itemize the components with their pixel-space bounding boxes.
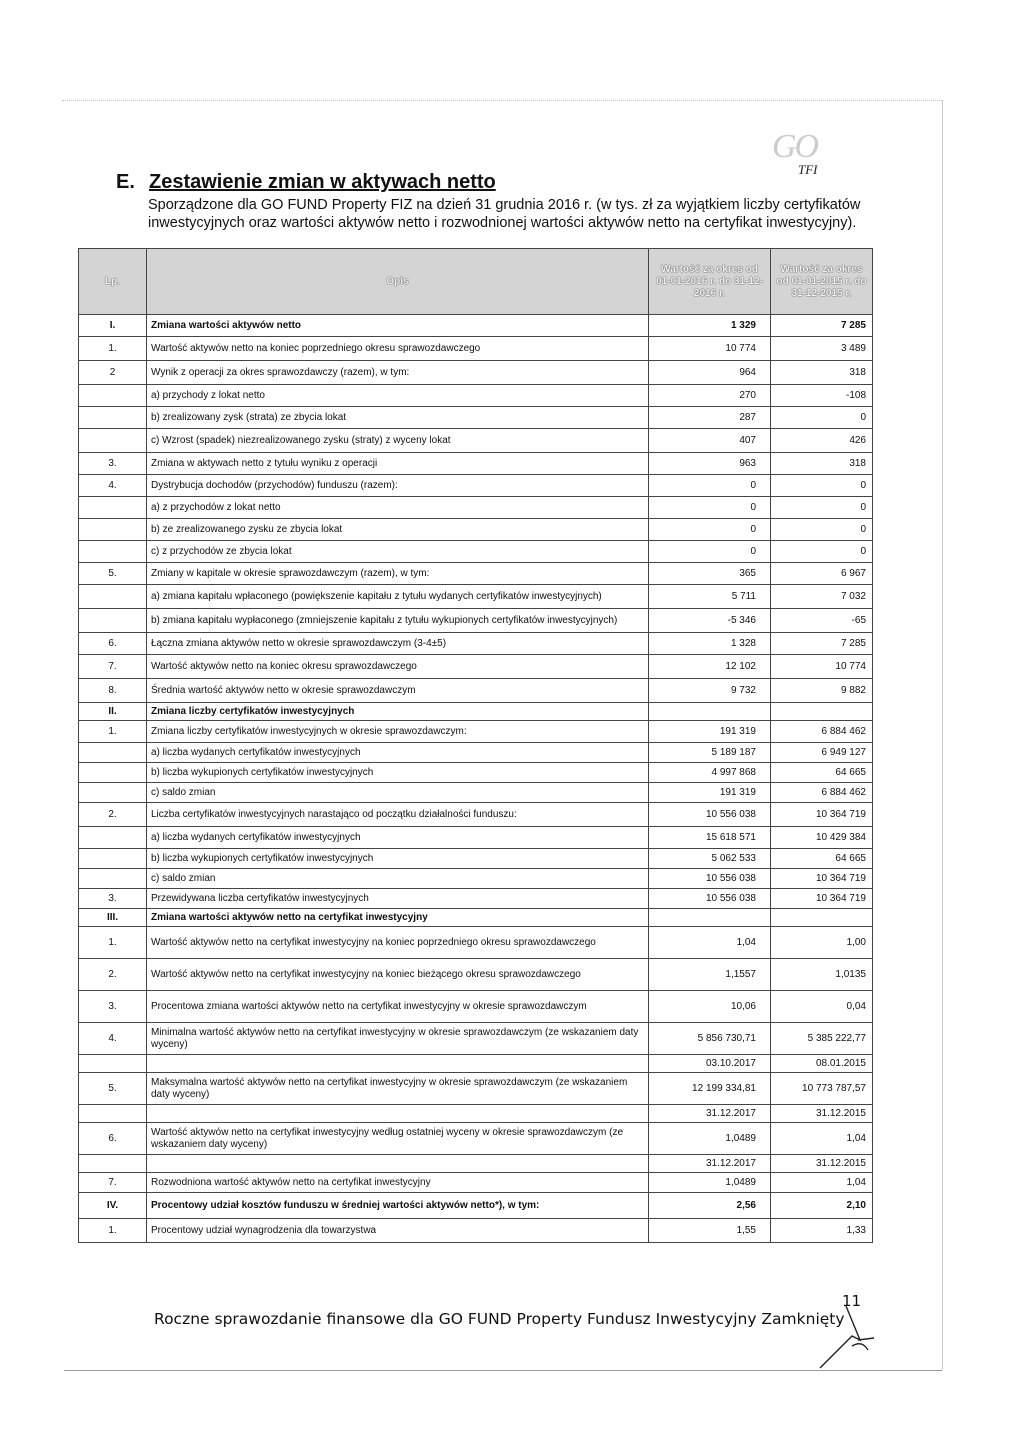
row-lp <box>79 497 147 519</box>
row-value-2015: 0 <box>771 519 873 541</box>
row-value-2015: 08.01.2015 <box>771 1055 873 1073</box>
row-value-2016: 4 997 868 <box>649 763 771 783</box>
row-description: c) saldo zmian <box>147 783 649 803</box>
row-value-2015: 7 285 <box>771 633 873 655</box>
header-period-2016: Wartość za okres od 01-01-2016 r. do 31-12-2016 r. <box>649 249 771 315</box>
row-value-2016: 1,55 <box>649 1219 771 1243</box>
table-row <box>79 1219 873 1243</box>
table-row <box>79 803 873 827</box>
footer-text: Roczne sprawozdanie finansowe dla GO FUND Property Fundusz Inwestycyjny Zamknięty <box>154 1310 845 1328</box>
table-row <box>79 1193 873 1219</box>
row-lp: 7. <box>79 1173 147 1193</box>
table-row <box>79 385 873 407</box>
row-lp <box>79 385 147 407</box>
row-value-2015: 0,04 <box>771 991 873 1023</box>
row-lp: 1. <box>79 337 147 361</box>
row-lp: 1. <box>79 721 147 743</box>
row-lp <box>79 763 147 783</box>
row-value-2016: 1,0489 <box>649 1173 771 1193</box>
row-lp: 8. <box>79 679 147 703</box>
table-row <box>79 519 873 541</box>
row-value-2015: 1,00 <box>771 927 873 959</box>
table-row <box>79 1023 873 1055</box>
row-lp <box>79 407 147 429</box>
row-value-2015: -65 <box>771 609 873 633</box>
row-value-2016: 10 556 038 <box>649 869 771 889</box>
row-description: Średnia wartość aktywów netto w okresie sprawozdawczym <box>147 679 649 703</box>
row-lp: 7. <box>79 655 147 679</box>
row-value-2016: 10 556 038 <box>649 803 771 827</box>
row-value-2016: 5 856 730,71 <box>649 1023 771 1055</box>
row-description: a) liczba wydanych certyfikatów inwestycyjnych <box>147 743 649 763</box>
table-row <box>79 1055 873 1073</box>
row-value-2016: 10,06 <box>649 991 771 1023</box>
row-value-2016: 0 <box>649 475 771 497</box>
row-value-2015: 10 773 787,57 <box>771 1073 873 1105</box>
row-description: Wartość aktywów netto na certyfikat inwestycyjny na koniec bieżącego okresu sprawozdawczego <box>147 959 649 991</box>
row-lp <box>79 827 147 849</box>
table-row <box>79 1123 873 1155</box>
row-description: Procentowy udział kosztów funduszu w średniej wartości aktywów netto*), w tym: <box>147 1193 649 1219</box>
row-value-2016: 10 556 038 <box>649 889 771 909</box>
row-description: Wynik z operacji za okres sprawozdawczy (razem), w tym: <box>147 361 649 385</box>
table-row <box>79 633 873 655</box>
row-value-2016: 0 <box>649 519 771 541</box>
row-value-2015: 0 <box>771 541 873 563</box>
table-row <box>79 315 873 337</box>
table-row <box>79 609 873 633</box>
logo-mark: GO <box>772 128 818 165</box>
table-row <box>79 927 873 959</box>
row-lp: 3. <box>79 991 147 1023</box>
row-lp: 1. <box>79 1219 147 1243</box>
row-value-2016: 1 329 <box>649 315 771 337</box>
row-value-2016: 963 <box>649 453 771 475</box>
row-value-2015: 0 <box>771 497 873 519</box>
table-row <box>79 337 873 361</box>
row-description: Liczba certyfikatów inwestycyjnych narastająco od początku działalności funduszu: <box>147 803 649 827</box>
row-value-2015: 7 285 <box>771 315 873 337</box>
row-lp: 1. <box>79 927 147 959</box>
row-value-2016: 10 774 <box>649 337 771 361</box>
table-row <box>79 869 873 889</box>
row-value-2015: 1,04 <box>771 1173 873 1193</box>
table-row <box>79 763 873 783</box>
row-value-2016 <box>649 909 771 927</box>
table-row <box>79 991 873 1023</box>
row-value-2015: -108 <box>771 385 873 407</box>
header-period-2015: Wartość za okres od 01-01-2015 r. do 31-12-2015 r. <box>771 249 873 315</box>
row-description: a) z przychodów z lokat netto <box>147 497 649 519</box>
row-value-2016: 0 <box>649 497 771 519</box>
row-description: b) zmiana kapitału wypłaconego (zmniejszenie kapitału z tytułu wykupionych certyfikatów inwestycyjnych) <box>147 609 649 633</box>
row-value-2015: 10 364 719 <box>771 889 873 909</box>
row-description: b) zrealizowany zysk (strata) ze zbycia lokat <box>147 407 649 429</box>
net-assets-changes-table <box>78 248 873 1243</box>
header-description: Opis <box>147 249 649 315</box>
row-description: Zmiana wartości aktywów netto na certyfikat inwestycyjny <box>147 909 649 927</box>
row-lp: 4. <box>79 475 147 497</box>
table-row <box>79 909 873 927</box>
row-lp: 2. <box>79 803 147 827</box>
row-value-2015: 10 364 719 <box>771 869 873 889</box>
row-value-2016: 2,56 <box>649 1193 771 1219</box>
row-value-2016: 5 189 187 <box>649 743 771 763</box>
row-description: Przewidywana liczba certyfikatów inwestycyjnych <box>147 889 649 909</box>
table-row <box>79 889 873 909</box>
footer-rule <box>64 1370 942 1371</box>
row-value-2015: 6 949 127 <box>771 743 873 763</box>
row-description <box>147 1155 649 1173</box>
row-lp <box>79 519 147 541</box>
section-subtitle: Sporządzone dla GO FUND Property FIZ na dzień 31 grudnia 2016 r. (w tys. zł za wyjątkiem liczby certyfikatów inwestycyjnych oraz wartości aktywów netto i rozwodnionej wartości aktywów netto na certyfikat inwestycyjny). <box>148 197 861 231</box>
table-row <box>79 827 873 849</box>
row-description: Zmiana liczby certyfikatów inwestycyjnych w okresie sprawozdawczym: <box>147 721 649 743</box>
row-value-2016: 407 <box>649 429 771 453</box>
row-value-2015: 7 032 <box>771 585 873 609</box>
row-value-2016: 365 <box>649 563 771 585</box>
row-description: Procentowa zmiana wartości aktywów netto na certyfikat inwestycyjny w okresie sprawozdawczym <box>147 991 649 1023</box>
table-header-row <box>79 249 873 315</box>
row-value-2016: 31.12.2017 <box>649 1105 771 1123</box>
row-value-2015: 1,33 <box>771 1219 873 1243</box>
logo-subtext: TFI <box>798 162 818 177</box>
row-value-2016: 03.10.2017 <box>649 1055 771 1073</box>
row-value-2015: 5 385 222,77 <box>771 1023 873 1055</box>
section-title: Zestawienie zmian w aktywach netto <box>149 171 496 193</box>
row-value-2016: 1 328 <box>649 633 771 655</box>
row-description: Minimalna wartość aktywów netto na certyfikat inwestycyjny w okresie sprawozdawczym (ze wskazaniem daty wyceny) <box>147 1023 649 1055</box>
row-value-2016: 31.12.2017 <box>649 1155 771 1173</box>
row-description <box>147 1055 649 1073</box>
row-lp: IV. <box>79 1193 147 1219</box>
row-description: b) liczba wykupionych certyfikatów inwestycyjnych <box>147 763 649 783</box>
row-value-2016: 12 199 334,81 <box>649 1073 771 1105</box>
row-lp: 3. <box>79 889 147 909</box>
row-value-2016: 15 618 571 <box>649 827 771 849</box>
row-lp <box>79 429 147 453</box>
row-value-2015: 1,0135 <box>771 959 873 991</box>
row-description: a) przychody z lokat netto <box>147 385 649 407</box>
row-lp: 2 <box>79 361 147 385</box>
row-value-2015: 31.12.2015 <box>771 1155 873 1173</box>
row-value-2015: 64 665 <box>771 763 873 783</box>
row-value-2016: 5 062 533 <box>649 849 771 869</box>
row-lp <box>79 585 147 609</box>
scan-top-border <box>62 100 942 101</box>
row-value-2015: 0 <box>771 475 873 497</box>
row-value-2015: 6 884 462 <box>771 721 873 743</box>
row-value-2016: 287 <box>649 407 771 429</box>
row-description: a) zmiana kapitału wpłaconego (powiększenie kapitału z tytułu wydanych certyfikatów inwestycyjnych) <box>147 585 649 609</box>
row-description: Maksymalna wartość aktywów netto na certyfikat inwestycyjny w okresie sprawozdawczym (ze wskazaniem daty wyceny) <box>147 1073 649 1105</box>
row-description: Zmiana liczby certyfikatów inwestycyjnych <box>147 703 649 721</box>
row-description: Wartość aktywów netto na koniec poprzedniego okresu sprawozdawczego <box>147 337 649 361</box>
row-value-2016: 270 <box>649 385 771 407</box>
row-value-2015: 6 967 <box>771 563 873 585</box>
row-lp: III. <box>79 909 147 927</box>
row-description: c) Wzrost (spadek) niezrealizowanego zysku (straty) z wyceny lokat <box>147 429 649 453</box>
row-value-2015: 426 <box>771 429 873 453</box>
row-value-2015 <box>771 909 873 927</box>
table-row <box>79 743 873 763</box>
row-value-2015: 3 489 <box>771 337 873 361</box>
row-description: a) liczba wydanych certyfikatów inwestycyjnych <box>147 827 649 849</box>
row-value-2016: -5 346 <box>649 609 771 633</box>
row-lp: 6. <box>79 633 147 655</box>
row-value-2015: 10 364 719 <box>771 803 873 827</box>
row-description: b) liczba wykupionych certyfikatów inwestycyjnych <box>147 849 649 869</box>
row-lp: 6. <box>79 1123 147 1155</box>
row-description: b) ze zrealizowanego zysku ze zbycia lokat <box>147 519 649 541</box>
row-value-2016: 191 319 <box>649 783 771 803</box>
table-row <box>79 721 873 743</box>
go-tfi-logo <box>772 128 882 177</box>
table-row <box>79 429 873 453</box>
row-value-2015: 10 774 <box>771 655 873 679</box>
row-lp <box>79 541 147 563</box>
row-lp: I. <box>79 315 147 337</box>
row-value-2016: 964 <box>649 361 771 385</box>
row-value-2015: 2,10 <box>771 1193 873 1219</box>
table-row <box>79 407 873 429</box>
table-row <box>79 361 873 385</box>
row-description: c) saldo zmian <box>147 869 649 889</box>
row-value-2016: 191 319 <box>649 721 771 743</box>
row-description <box>147 1105 649 1123</box>
table-row <box>79 1173 873 1193</box>
row-lp <box>79 783 147 803</box>
row-value-2016: 1,1557 <box>649 959 771 991</box>
table-row <box>79 453 873 475</box>
row-value-2016 <box>649 703 771 721</box>
row-lp: 5. <box>79 563 147 585</box>
table-row <box>79 541 873 563</box>
scan-right-border <box>942 100 943 1370</box>
table-row <box>79 655 873 679</box>
row-lp <box>79 609 147 633</box>
row-description: Procentowy udział wynagrodzenia dla towarzystwa <box>147 1219 649 1243</box>
row-value-2015: 318 <box>771 453 873 475</box>
row-value-2015: 10 429 384 <box>771 827 873 849</box>
row-lp <box>79 743 147 763</box>
table-row <box>79 1073 873 1105</box>
page-number: 11 <box>842 1292 862 1310</box>
table-row <box>79 475 873 497</box>
row-value-2015: 6 884 462 <box>771 783 873 803</box>
table-row <box>79 1155 873 1173</box>
row-value-2015 <box>771 703 873 721</box>
header-lp: Lp. <box>79 249 147 315</box>
row-description: Łączna zmiana aktywów netto w okresie sprawozdawczym (3-4±5) <box>147 633 649 655</box>
row-value-2015: 1,04 <box>771 1123 873 1155</box>
section-letter: E. <box>116 171 135 193</box>
table-row <box>79 497 873 519</box>
row-lp <box>79 1105 147 1123</box>
row-lp <box>79 869 147 889</box>
row-description: Zmiana wartości aktywów netto <box>147 315 649 337</box>
row-description: Wartość aktywów netto na certyfikat inwestycyjny na koniec poprzedniego okresu sprawozdawczego <box>147 927 649 959</box>
row-description: Zmiana w aktywach netto z tytułu wyniku z operacji <box>147 453 649 475</box>
row-description: Dystrybucja dochodów (przychodów) funduszu (razem): <box>147 475 649 497</box>
table-row <box>79 849 873 869</box>
row-value-2015: 64 665 <box>771 849 873 869</box>
row-description: Rozwodniona wartość aktywów netto na certyfikat inwestycyjny <box>147 1173 649 1193</box>
row-lp <box>79 1155 147 1173</box>
table-row <box>79 1105 873 1123</box>
row-description: c) z przychodów ze zbycia lokat <box>147 541 649 563</box>
row-lp <box>79 849 147 869</box>
row-description: Zmiany w kapitale w okresie sprawozdawczym (razem), w tym: <box>147 563 649 585</box>
row-value-2015: 0 <box>771 407 873 429</box>
row-description: Wartość aktywów netto na koniec okresu sprawozdawczego <box>147 655 649 679</box>
row-lp: 2. <box>79 959 147 991</box>
row-lp: II. <box>79 703 147 721</box>
row-lp: 3. <box>79 453 147 475</box>
table-row <box>79 703 873 721</box>
table-row <box>79 783 873 803</box>
row-lp: 5. <box>79 1073 147 1105</box>
row-lp: 4. <box>79 1023 147 1055</box>
row-value-2016: 12 102 <box>649 655 771 679</box>
table-row <box>79 563 873 585</box>
row-lp <box>79 1055 147 1073</box>
row-value-2016: 5 711 <box>649 585 771 609</box>
row-value-2016: 0 <box>649 541 771 563</box>
row-value-2016: 1,0489 <box>649 1123 771 1155</box>
table-row <box>79 679 873 703</box>
row-value-2016: 1,04 <box>649 927 771 959</box>
row-value-2015: 31.12.2015 <box>771 1105 873 1123</box>
table-row <box>79 959 873 991</box>
row-value-2015: 9 882 <box>771 679 873 703</box>
row-value-2015: 318 <box>771 361 873 385</box>
row-description: Wartość aktywów netto na certyfikat inwestycyjny według ostatniej wyceny w okresie sprawozdawczym (ze wskazaniem daty wyceny) <box>147 1123 649 1155</box>
table-row <box>79 585 873 609</box>
row-value-2016: 9 732 <box>649 679 771 703</box>
